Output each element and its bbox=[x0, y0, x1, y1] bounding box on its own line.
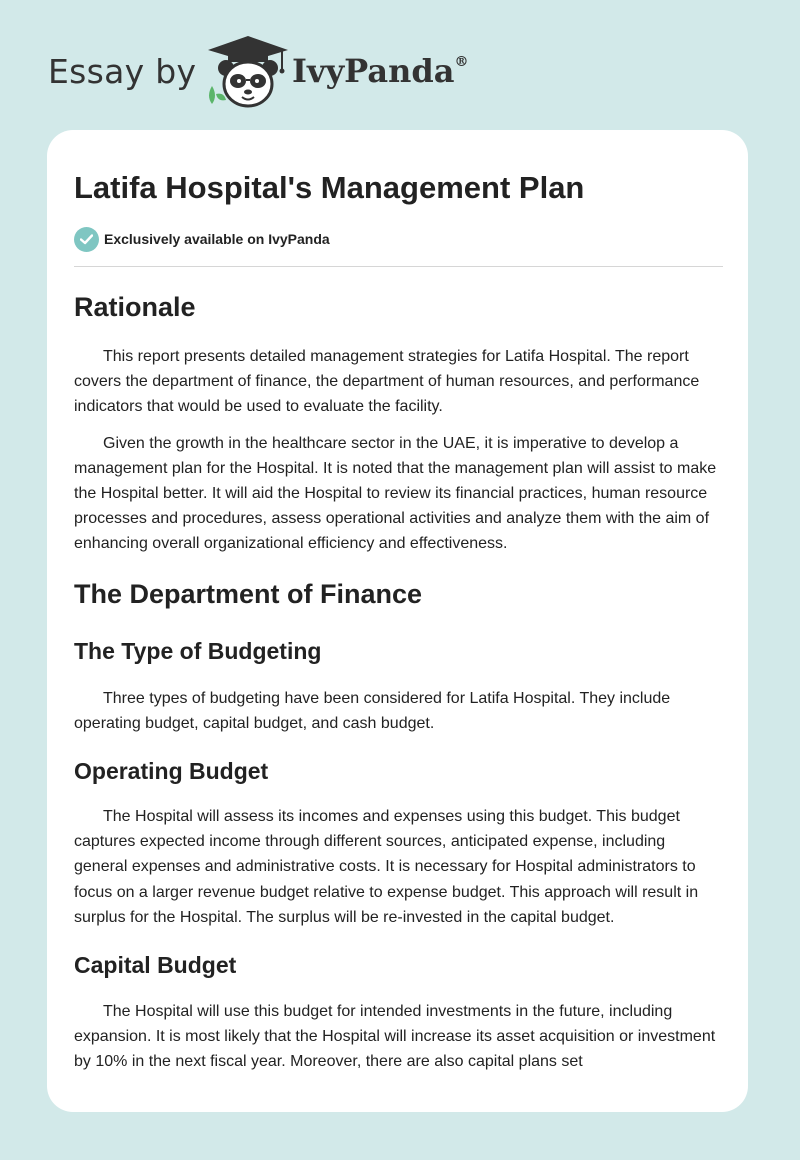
heading-type-of-budgeting: The Type of Budgeting bbox=[74, 637, 322, 664]
exclusive-badge-label: Exclusively available on IvyPanda bbox=[104, 231, 330, 247]
check-circle-icon bbox=[74, 227, 99, 252]
heading-capital-budget: Capital Budget bbox=[74, 952, 237, 979]
brand-text: IvyPanda bbox=[292, 52, 455, 90]
registered-mark: ® bbox=[454, 54, 469, 70]
heading-operating-budget: Operating Budget bbox=[74, 758, 269, 785]
exclusive-badge bbox=[74, 226, 721, 252]
site-header bbox=[48, 34, 548, 114]
essay-card bbox=[47, 130, 748, 1112]
paragraph: Three types of budgeting have been considered for Latifa Hospital. They include operating budget, capital budget, and cash budget. bbox=[74, 689, 671, 732]
paragraph: The Hospital will use this budget for intended investments in the future, including expansion. It is most likely that the Hospital will increase its asset acquisition or investment by 10% in the next fiscal year. Moreover, there are also capital plans set bbox=[74, 1003, 716, 1071]
page-title: Latifa Hospital's Management Plan bbox=[74, 170, 585, 205]
essay-by-label: Essay by bbox=[48, 52, 197, 91]
brand-name[interactable] bbox=[292, 52, 468, 90]
paragraph: The Hospital will assess its incomes and expenses using this budget. This budget captures expected income through different sources, anticipated expense, including general expenses and administrative costs. It is necessary for Hospital administrators to focus on a larger revenue budget relative to expense budget. This approach will result in surplus for the Hospital. The surplus will be re-invested in the capital budget. bbox=[74, 808, 699, 926]
paragraph: Given the growth in the healthcare sector in the UAE, it is imperative to develop a management plan for the Hospital. It is noted that the management plan will assist to make the Hospital better. It will aid the Hospital to review its financial practices, human resource processes and procedures, assess operational activities and analyze them with the aim of enhancing overall organizational efficiency and effectiveness. bbox=[74, 434, 717, 553]
heading-rationale: Rationale bbox=[74, 292, 196, 322]
panda-logo-icon[interactable] bbox=[204, 34, 292, 110]
paragraph: This report presents detailed management strategies for Latifa Hospital. The report covers the department of finance, the department of human resources, and performance indicators that would be used to evaluate the facility. bbox=[74, 348, 700, 416]
title-divider bbox=[74, 266, 723, 267]
heading-finance: The Department of Finance bbox=[74, 578, 423, 609]
